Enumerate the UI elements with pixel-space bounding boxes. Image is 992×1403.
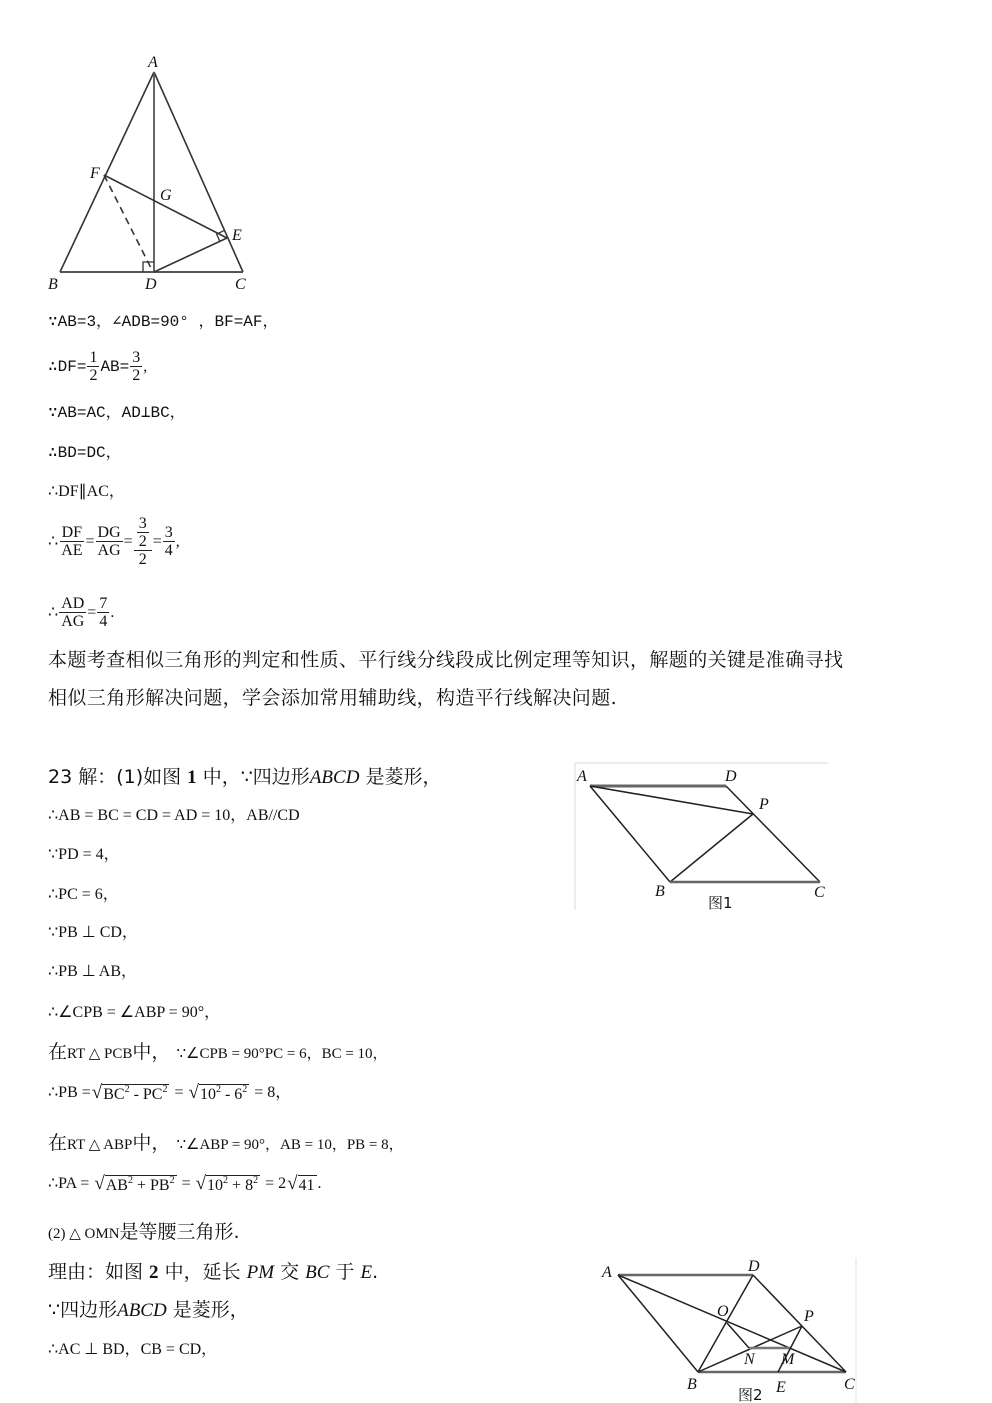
text: 是菱形， — [166, 1299, 249, 1321]
numerator: DF — [61, 524, 83, 541]
s23-line-2: ∴AB = BC = CD = AD = 10，AB//CD — [48, 807, 300, 824]
s22-line-4: ∴BD=DC， — [48, 444, 122, 462]
label-e: E — [232, 227, 242, 244]
label-a: A — [602, 1264, 612, 1281]
denominator: 2 — [138, 551, 147, 568]
segment-ac — [154, 72, 243, 272]
equals: = — [177, 1175, 195, 1192]
summary-line-2: 相似三角形解决问题，学会添加常用辅助线，构造平行线解决问题. — [48, 687, 618, 709]
label-g: G — [160, 187, 172, 204]
label-f: F — [90, 165, 100, 182]
label-n: N — [744, 1351, 755, 1368]
label-b: B — [687, 1376, 697, 1393]
equals: = — [85, 532, 95, 550]
comma: , — [175, 532, 180, 550]
figure-number: 2 — [149, 1262, 159, 1283]
s22-line-6 — [48, 515, 180, 568]
square-root — [196, 1173, 260, 1195]
fraction-three-halves — [130, 349, 142, 384]
fraction-ad-ag — [59, 595, 86, 630]
radical-sign: √ — [195, 1173, 207, 1194]
square-root — [287, 1173, 316, 1195]
s23-line-6: ∴PB ⊥ AB， — [48, 963, 138, 980]
numerator: 3 — [164, 524, 173, 541]
exponent: 2 — [215, 1084, 221, 1095]
radicand — [206, 1175, 260, 1195]
square-root — [189, 1082, 250, 1104]
text: 是等腰三角形. — [119, 1221, 240, 1243]
denominator: AG — [61, 613, 85, 630]
denominator: 2 — [132, 367, 141, 384]
s23-line-11 — [48, 1173, 322, 1195]
fraction-three-quarters — [163, 524, 175, 559]
s22-line-3: ∵AB=AC，AD⊥BC， — [48, 404, 186, 422]
denominator: AE — [61, 542, 83, 559]
exponent: 2 — [127, 1175, 133, 1186]
segment-name: BC — [305, 1262, 330, 1283]
label-d: D — [145, 276, 157, 293]
text: = 8， — [250, 1084, 292, 1101]
exponent: 2 — [223, 1175, 229, 1186]
denominator: 2 — [89, 367, 98, 384]
segment-bp — [670, 814, 753, 882]
equals: = — [170, 1084, 188, 1101]
fraction-df-ae — [59, 524, 84, 559]
figure-number: 1 — [187, 767, 197, 788]
denominator: 2 — [138, 533, 147, 550]
text: 交 — [274, 1261, 306, 1283]
equals: = — [152, 532, 162, 550]
text: ∴DF= — [48, 357, 87, 376]
text: 中， — [132, 1041, 171, 1063]
s23-line-8 — [48, 1040, 388, 1066]
text: 理由：如图 — [48, 1261, 150, 1283]
radicand — [105, 1175, 177, 1195]
text: 是菱形， — [359, 766, 442, 788]
label-b: B — [655, 883, 665, 900]
segment-ap — [590, 786, 753, 814]
term: 10 — [207, 1177, 224, 1194]
segment-ab — [618, 1275, 698, 1372]
numerator: 1 — [89, 349, 98, 366]
numerator: 7 — [99, 595, 108, 612]
exponent: 2 — [253, 1175, 259, 1186]
text: ∵∠ABP = 90°，AB = 10，PB = 8， — [176, 1137, 404, 1153]
text: (2) △ OMN — [48, 1226, 120, 1242]
period: . — [110, 603, 115, 621]
text: 中，∵四边形 — [196, 766, 310, 788]
text: ∵四边形 — [48, 1299, 118, 1321]
label-a: A — [577, 768, 587, 785]
radical-sign: √ — [287, 1173, 298, 1194]
radical-sign: √ — [91, 1082, 103, 1103]
therefore-symbol: ∴ — [48, 603, 59, 621]
numerator: 3 — [138, 515, 147, 532]
s23-line-14 — [48, 1298, 249, 1323]
label-o: O — [717, 1303, 729, 1320]
exponent: 2 — [162, 1084, 168, 1095]
label-b: B — [48, 276, 58, 293]
radical-sign: √ — [94, 1173, 105, 1194]
label-c: C — [235, 276, 246, 293]
fraction-seven-quarters — [97, 595, 109, 630]
s23-line-15: ∴AC ⊥ BD，CB = CD， — [48, 1341, 218, 1358]
text: 在 — [48, 1041, 68, 1063]
segment-name: PM — [246, 1262, 275, 1283]
label-m: M — [781, 1351, 795, 1368]
triangle-figure — [40, 45, 270, 300]
square-root — [92, 1082, 170, 1104]
term: - PC — [129, 1086, 163, 1103]
fraction-one-half — [87, 349, 99, 384]
label-e: E — [776, 1379, 786, 1396]
term: - 6 — [220, 1086, 243, 1103]
segment-fd-dashed — [104, 175, 152, 270]
figure-1-caption: 图1 — [708, 894, 733, 912]
s23-line-12 — [48, 1220, 240, 1246]
numerator — [134, 515, 152, 551]
radical-sign: √ — [188, 1082, 199, 1103]
text: . — [372, 1261, 379, 1283]
label-d: D — [748, 1258, 760, 1275]
segment-de — [154, 238, 227, 272]
s23-line-3: ∵PD = 4， — [48, 846, 120, 863]
text: AB= — [100, 357, 130, 376]
s23-line-5: ∵PB ⊥ CD， — [48, 924, 138, 941]
exponent: 2 — [169, 1175, 175, 1186]
label-a: A — [148, 54, 158, 71]
period: . — [317, 1175, 322, 1192]
numerator: 3 — [132, 349, 141, 366]
denominator: 4 — [164, 542, 173, 559]
radicand: 41 — [298, 1177, 315, 1194]
s23-line-13 — [48, 1260, 378, 1285]
text: ∴PB = — [48, 1084, 91, 1101]
label-d: D — [725, 768, 737, 785]
segment-fe — [104, 175, 227, 238]
s23-line-1 — [48, 765, 441, 790]
radicand — [102, 1084, 169, 1104]
term: BC — [103, 1086, 125, 1103]
text: , — [143, 357, 148, 375]
text: 23 解：(1)如图 — [48, 766, 188, 788]
s23-line-10 — [48, 1131, 404, 1157]
label-c: C — [814, 884, 825, 901]
triangle-name: RT △ ABP — [67, 1137, 133, 1153]
segment-dc — [753, 1275, 846, 1372]
s22-line-2 — [48, 349, 147, 384]
fraction-three-halves — [137, 515, 149, 550]
segment-ab — [60, 72, 154, 272]
figure-1 — [570, 755, 840, 915]
segment-ab — [590, 786, 670, 882]
quadrilateral-name: ABCD — [309, 767, 360, 788]
exponent: 2 — [124, 1084, 130, 1095]
equals: = — [123, 532, 133, 550]
s22-line-5: ∴DF∥AC， — [48, 483, 125, 500]
radicand — [199, 1084, 249, 1104]
text: 中，延长 — [158, 1261, 247, 1283]
text: 在 — [48, 1132, 68, 1154]
term: AB — [105, 1177, 128, 1194]
figure-2 — [590, 1250, 865, 1403]
segment-dc — [726, 786, 820, 882]
therefore-symbol: ∴ — [48, 532, 59, 550]
s23-line-9 — [48, 1082, 291, 1104]
denominator: AG — [97, 542, 121, 559]
label-c: C — [844, 1376, 855, 1393]
exponent: 2 — [242, 1084, 248, 1095]
numerator: AD — [61, 595, 85, 612]
text: 于 — [329, 1261, 361, 1283]
label-p: P — [759, 796, 769, 813]
term: 10 — [199, 1086, 216, 1103]
s23-line-7: ∴∠CPB = ∠ABP = 90°， — [48, 1004, 221, 1021]
numerator: DG — [97, 524, 121, 541]
text: ∵∠CPB = 90°PC = 6，BC = 10， — [176, 1046, 388, 1062]
term: + PB — [132, 1177, 170, 1194]
denominator: 4 — [99, 613, 108, 630]
point-name: E — [360, 1262, 373, 1283]
figure-2-caption: 图2 — [738, 1386, 763, 1403]
triangle-name: RT △ PCB — [67, 1046, 133, 1062]
fraction-compound — [134, 515, 152, 568]
fraction-dg-ag — [96, 524, 123, 559]
s22-line-1: ∵AB=3，∠ADB=90° ，BF=AF， — [48, 313, 279, 331]
text: 中， — [132, 1132, 171, 1154]
summary-line-1: 本题考查相似三角形的判定和性质、平行线分线段成比例定理等知识，解题的关键是准确寻找 — [48, 649, 844, 671]
square-root — [94, 1173, 176, 1195]
text: ∴PA = — [48, 1175, 94, 1192]
term: + 8 — [228, 1177, 254, 1194]
s22-line-7 — [48, 595, 114, 630]
equals: = — [87, 603, 97, 621]
s23-line-4: ∴PC = 6， — [48, 886, 119, 903]
quadrilateral-name: ABCD — [117, 1300, 167, 1321]
text: = 2 — [261, 1175, 287, 1192]
label-p: P — [804, 1308, 814, 1325]
